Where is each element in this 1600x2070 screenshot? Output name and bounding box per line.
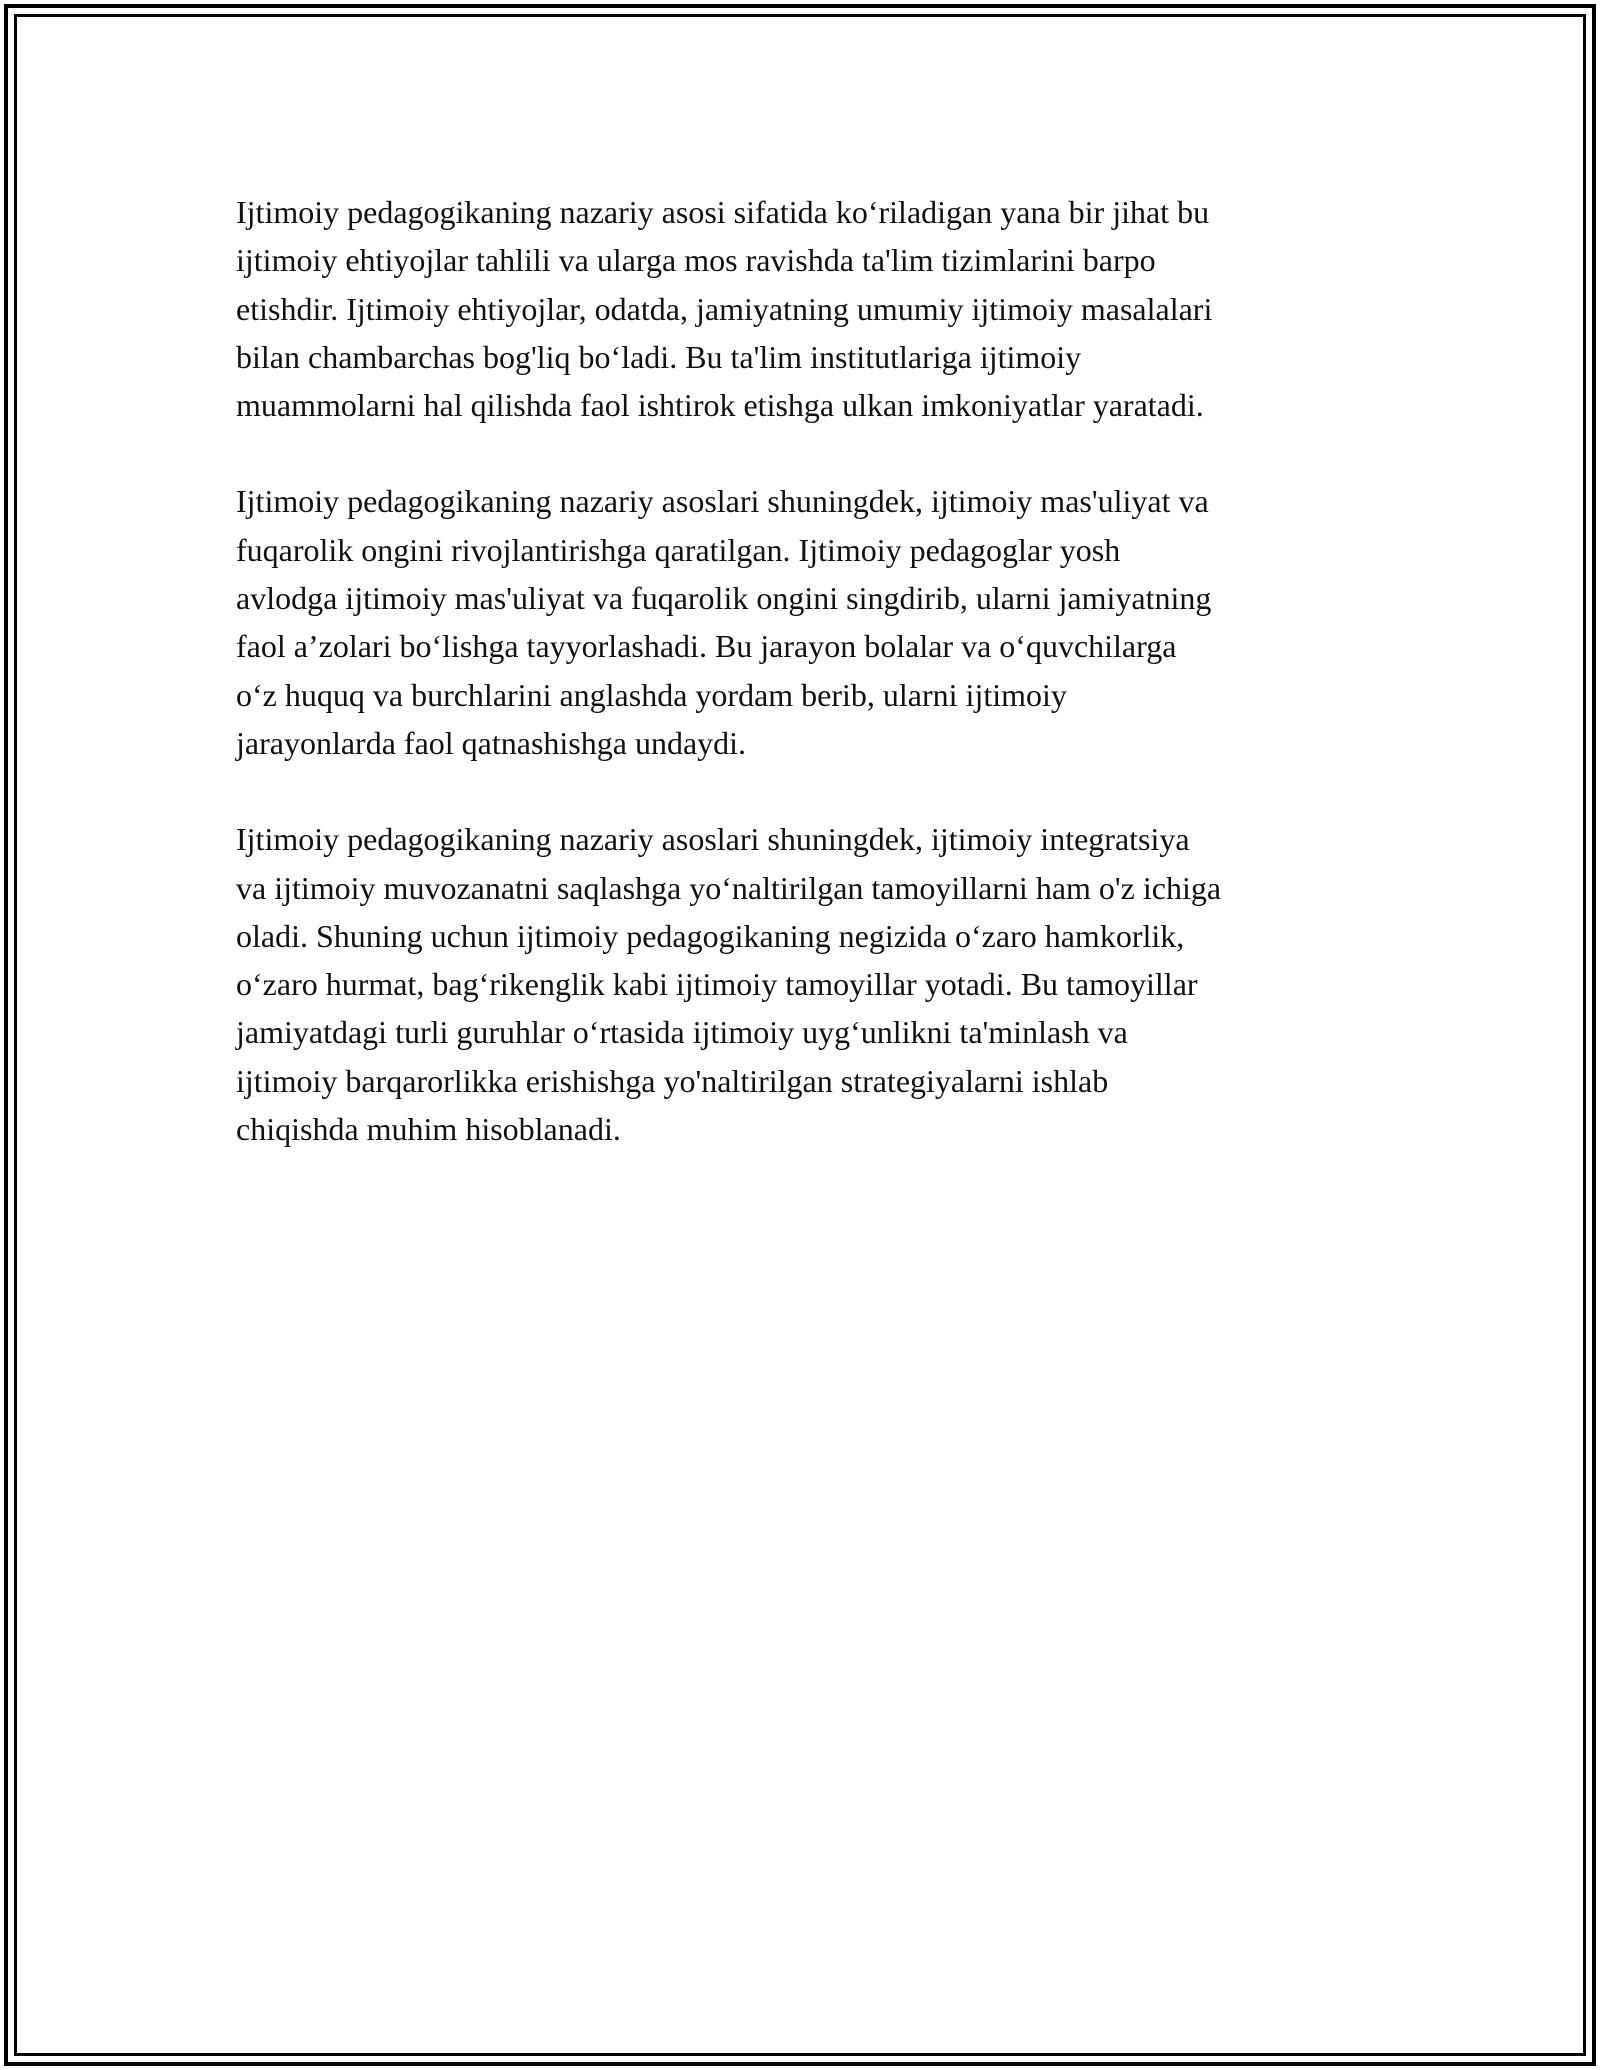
paragraph-line: muammolarni hal qilishda faol ishtirok etishga ulkan imkoniyatlar yaratadi. bbox=[236, 387, 1204, 424]
paragraph-3 bbox=[236, 815, 1386, 1153]
paragraph-1 bbox=[236, 188, 1386, 429]
paragraph-2 bbox=[236, 477, 1386, 767]
paragraph-line: Ijtimoiy pedagogikaning nazariy asosi sifatida ko‘riladigan yana bir jihat bu bbox=[236, 194, 1210, 230]
paragraph-line: o‘zaro hurmat, bag‘rikenglik kabi ijtimoiy tamoyillar yotadi. Bu tamoyillar bbox=[236, 966, 1198, 1003]
paragraph-line: o‘z huquq va burchlarini anglashda yordam berib, ularni ijtimoiy bbox=[236, 676, 1067, 713]
paragraph-line: bilan chambarchas bog'liq bo‘ladi. Bu ta'lim institutlariga ijtimoiy bbox=[236, 338, 1082, 375]
paragraph-line: va ijtimoiy muvozanatni saqlashga yo‘naltirilgan tamoyillarni ham o'z ichiga bbox=[236, 869, 1222, 906]
paragraph-line: fuqarolik ongini rivojlantirishga qaratilgan. Ijtimoiy pedagoglar yosh bbox=[236, 531, 1121, 568]
paragraph-line: ijtimoiy ehtiyojlar tahlili va ularga mos ravishda ta'lim tizimlarini barpo bbox=[236, 242, 1156, 279]
paragraph-line: avlodga ijtimoiy mas'uliyat va fuqarolik ongini singdirib, ularni jamiyatning bbox=[236, 580, 1212, 617]
paragraph-line: jamiyatdagi turli guruhlar o‘rtasida ijtimoiy uyg‘unlikni ta'minlash va bbox=[236, 1014, 1128, 1051]
paragraph-line: Ijtimoiy pedagogikaning nazariy asoslari shuningdek, ijtimoiy mas'uliyat va bbox=[236, 483, 1209, 520]
paragraph-line: chiqishda muhim hisoblanadi. bbox=[236, 1111, 621, 1148]
paragraph-line: etishdir. Ijtimoiy ehtiyojlar, odatda, jamiyatning umumiy ijtimoiy masalalari bbox=[236, 290, 1213, 327]
paragraph-line: oladi. Shuning uchun ijtimoiy pedagogikaning negizida o‘zaro hamkorlik, bbox=[236, 917, 1185, 954]
paragraph-line: jarayonlarda faol qatnashishga undaydi. bbox=[236, 724, 747, 761]
paragraph-line: ijtimoiy barqarorlikka erishishga yo'naltirilgan strategiyalarni ishlab bbox=[236, 1062, 1109, 1099]
paragraph-line: Ijtimoiy pedagogikaning nazariy asoslari shuningdek, ijtimoiy integratsiya bbox=[236, 821, 1190, 858]
paragraph-line: faol a’zolari bo‘lishga tayyorlashadi. Bu jarayon bolalar va o‘quvchilarga bbox=[236, 628, 1177, 665]
document-body bbox=[236, 188, 1386, 1201]
